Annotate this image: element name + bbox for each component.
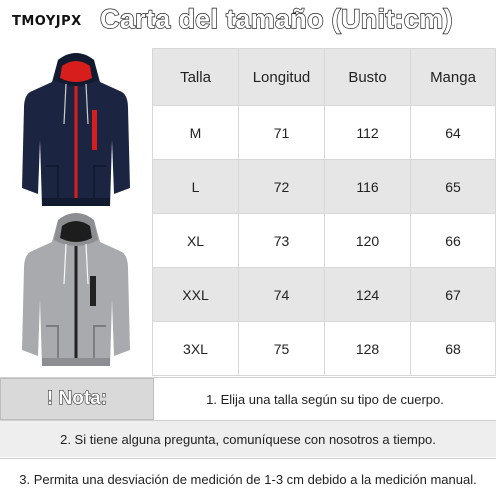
cell-busto: 116 [325,160,411,214]
cell-busto: 112 [325,106,411,160]
table-row [153,106,496,160]
cell-busto: 120 [325,214,411,268]
note-label: ! Nota: [46,388,108,409]
table-header-row [153,49,496,106]
cell-longitud: 75 [239,322,325,376]
table-row [153,322,496,376]
note-label-box [0,378,154,420]
header-talla: Talla [153,49,239,106]
cell-manga: 66 [411,214,496,268]
cell-manga: 65 [411,160,496,214]
grey-hoodie-image [22,213,130,366]
table-row [153,214,496,268]
cell-manga: 67 [411,268,496,322]
cell-talla: XXL [153,268,239,322]
chart-title: Carta del tamaño (Unit:cm) [100,4,453,34]
cell-longitud: 74 [239,268,325,322]
brand-name: TMOYJPX [12,14,82,29]
header-busto: Busto [325,49,411,106]
table-row [153,160,496,214]
navy-hoodie-image [22,53,130,206]
cell-talla: XL [153,214,239,268]
cell-busto: 124 [325,268,411,322]
cell-talla: 3XL [153,322,239,376]
cell-longitud: 73 [239,214,325,268]
header-longitud: Longitud [239,49,325,106]
size-chart-table [152,48,496,376]
note-item-2: 2. Si tiene alguna pregunta, comuníquese con nosotros a tiempo. [0,421,496,457]
cell-longitud: 72 [239,160,325,214]
header-manga: Manga [411,49,496,106]
note-item-1: 1. Elija una talla según su tipo de cuerpo. [206,391,444,407]
cell-talla: M [153,106,239,160]
note-item-3: 3. Permita una desviación de medición de 1-3 cm debido a la medición manual. [19,471,477,487]
cell-manga: 68 [411,322,496,376]
cell-talla: L [153,160,239,214]
cell-longitud: 71 [239,106,325,160]
cell-manga: 64 [411,106,496,160]
cell-busto: 128 [325,322,411,376]
table-row [153,268,496,322]
hoodie-images [0,48,152,376]
